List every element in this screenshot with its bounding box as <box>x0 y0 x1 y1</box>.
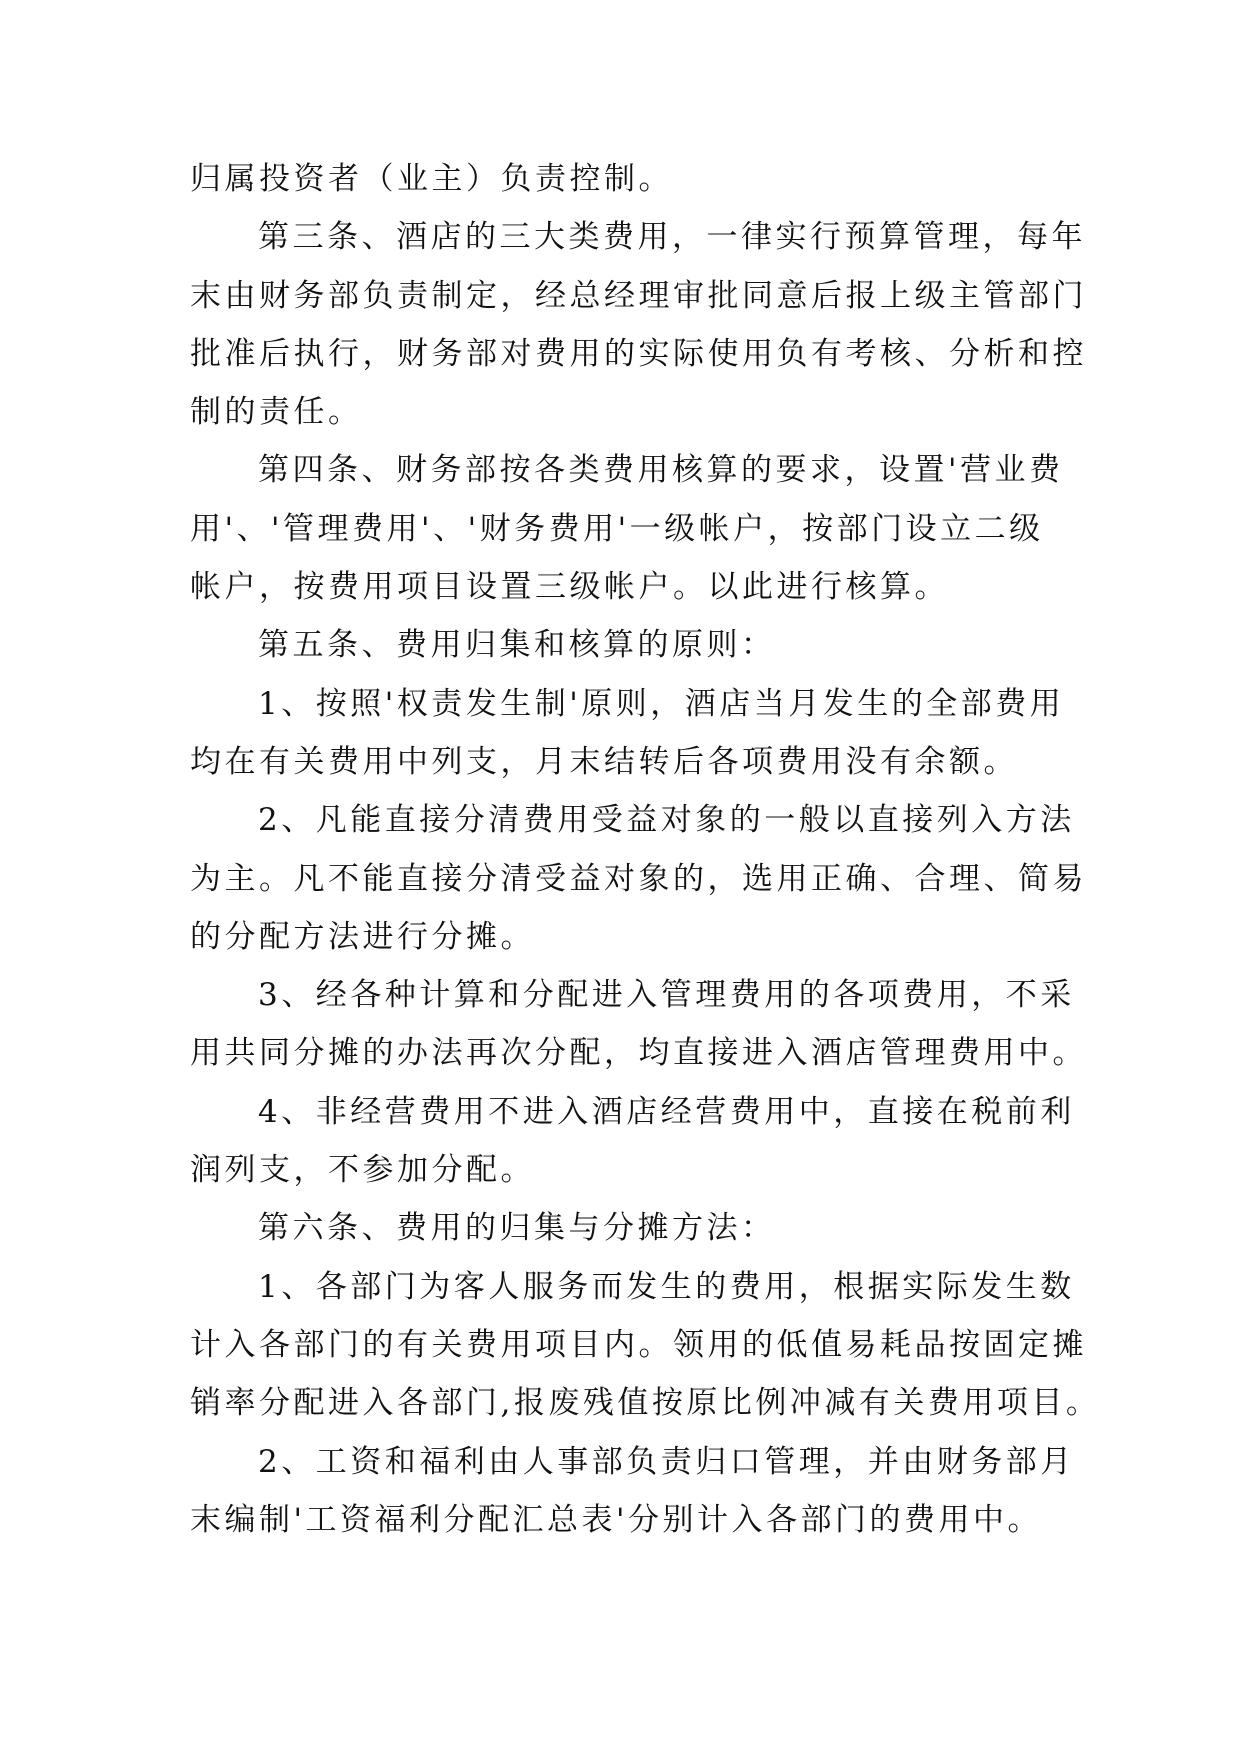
text-line: 计入各部门的有关费用项目内。领用的低值易耗品按固定摊 <box>190 1326 1087 1363</box>
text-line: 均在有关费用中列支，月末结转后各项费用没有余额。 <box>190 743 1018 780</box>
paragraph-start-line: 1、按照'权责发生制'原则，酒店当月发生的全部费用 <box>258 685 1065 722</box>
paragraph-start-line: 第五条、费用归集和核算的原则： <box>258 627 776 664</box>
paragraph-start-line: 3、经各种计算和分配进入管理费用的各项费用，不采 <box>258 977 1075 1014</box>
text-line: 销率分配进入各部门,报废残值按原比例冲减有关费用项目。 <box>190 1385 1101 1422</box>
text-line: 末由财务部负责制定，经总经理审批同意后报上级主管部门 <box>190 277 1087 314</box>
text-line: 润列支，不参加分配。 <box>190 1152 535 1189</box>
text-line: 归属投资者（业主）负责控制。 <box>190 161 673 197</box>
text-line: 用'、'管理费用'、'财务费用'一级帐户，按部门设立二级 <box>190 510 1044 547</box>
text-line: 用共同分摊的办法再次分配，均直接进入酒店管理费用中。 <box>190 1035 1087 1072</box>
paragraph-start-line: 第三条、酒店的三大类费用，一律实行预算管理，每年 <box>258 219 1086 256</box>
text-line: 的分配方法进行分摊。 <box>190 918 535 955</box>
text-line: 批准后执行，财务部对费用的实际使用负有考核、分析和控 <box>190 335 1087 372</box>
paragraph-start-line: 第四条、财务部按各类费用核算的要求，设置'营业费 <box>258 452 1064 489</box>
paragraph-start-line: 2、工资和福利由人事部负责归口管理，并由财务部月 <box>258 1443 1075 1480</box>
paragraph-start-line: 2、凡能直接分清费用受益对象的一般以直接列入方法 <box>258 802 1075 839</box>
text-line: 末编制'工资福利分配汇总表'分别计入各部门的费用中。 <box>190 1501 1043 1538</box>
text-line: 为主。凡不能直接分清受益对象的，选用正确、合理、简易 <box>190 860 1087 897</box>
paragraph-start-line: 1、各部门为客人服务而发生的费用，根据实际发生数 <box>258 1268 1075 1305</box>
text-line: 帐户，按费用项目设置三级帐户。以此进行核算。 <box>190 569 949 606</box>
document-body <box>190 150 1101 1549</box>
paragraph-start-line: 4、非经营费用不进入酒店经营费用中，直接在税前利 <box>258 1093 1075 1130</box>
paragraph-start-line: 第六条、费用的归集与分摊方法： <box>258 1210 776 1247</box>
text-line: 制的责任。 <box>190 394 363 431</box>
